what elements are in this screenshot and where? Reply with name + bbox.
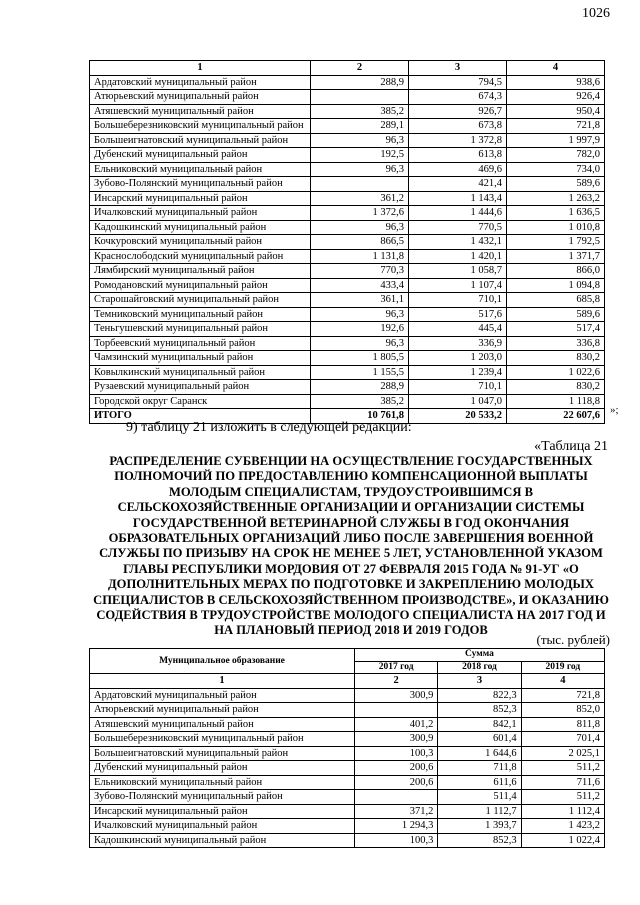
amount-cell: 469,6 [409, 162, 507, 177]
amount-cell: 1 047,0 [409, 394, 507, 409]
amount-cell: 1 107,4 [409, 278, 507, 293]
column-header-municipality: Муниципальное образование [90, 649, 355, 674]
amount-cell: 1 372,8 [409, 133, 507, 148]
table-row [90, 717, 605, 732]
amount-cell: 300,9 [355, 688, 438, 703]
amount-cell: 938,6 [507, 75, 605, 90]
column-number: 3 [409, 61, 507, 76]
amount-cell: 866,5 [311, 235, 409, 250]
amount-cell: 1 203,0 [409, 351, 507, 366]
amount-cell: 511,4 [438, 790, 521, 805]
amount-cell: 1 372,6 [311, 206, 409, 221]
amount-cell: 926,7 [409, 104, 507, 119]
municipality-cell: Ельниковский муниципальный район [90, 162, 311, 177]
column-number: 4 [521, 674, 604, 689]
table-row [90, 775, 605, 790]
amount-cell: 96,3 [311, 162, 409, 177]
table-header-row [90, 61, 605, 76]
municipality-cell: Ардатовский муниципальный район [90, 688, 355, 703]
amount-cell: 445,4 [409, 322, 507, 337]
table-row [90, 133, 605, 148]
municipality-cell: Торбеевский муниципальный район [90, 336, 311, 351]
table-row [90, 119, 605, 134]
amount-cell: 1 143,4 [409, 191, 507, 206]
municipality-cell: Дубенский муниципальный район [90, 761, 355, 776]
amount-cell: 711,8 [438, 761, 521, 776]
column-number: 1 [90, 674, 355, 689]
municipality-cell: Краснослободский муниципальный район [90, 249, 311, 264]
amount-cell: 1 112,7 [438, 804, 521, 819]
amendment-paragraph: 9) таблицу 21 изложить в следующей редакции: [126, 420, 412, 435]
amount-cell [355, 703, 438, 718]
amount-cell: 1 805,5 [311, 351, 409, 366]
amount-cell: 100,3 [355, 746, 438, 761]
municipality-cell: Теньгушевский муниципальный район [90, 322, 311, 337]
amount-cell: 336,8 [507, 336, 605, 351]
amount-cell: 1 636,5 [507, 206, 605, 221]
table-row [90, 148, 605, 163]
amount-cell: 1 393,7 [438, 819, 521, 834]
total-amount: 20 533,2 [409, 409, 507, 424]
amount-cell [355, 790, 438, 805]
table-row [90, 278, 605, 293]
table-row [90, 732, 605, 747]
amount-cell: 701,4 [521, 732, 604, 747]
amount-cell: 192,6 [311, 322, 409, 337]
table-row [90, 162, 605, 177]
municipality-cell: Кадошкинский муниципальный район [90, 833, 355, 848]
table-row [90, 307, 605, 322]
municipality-cell: Ичалковский муниципальный район [90, 819, 355, 834]
municipality-cell: Старошайговский муниципальный район [90, 293, 311, 308]
amount-cell: 1 058,7 [409, 264, 507, 279]
table-row [90, 206, 605, 221]
table-row [90, 351, 605, 366]
amount-cell: 96,3 [311, 133, 409, 148]
amount-cell: 517,6 [409, 307, 507, 322]
amount-cell: 710,1 [409, 293, 507, 308]
amount-cell: 1 420,1 [409, 249, 507, 264]
table-row [90, 380, 605, 395]
column-header-year: 2019 год [521, 661, 604, 674]
municipality-cell: Атюрьевский муниципальный район [90, 703, 355, 718]
municipality-cell: Инсарский муниципальный район [90, 191, 311, 206]
table-row [90, 365, 605, 380]
amount-cell: 589,6 [507, 177, 605, 192]
table-row [90, 819, 605, 834]
amount-cell: 192,5 [311, 148, 409, 163]
amount-cell: 1 022,4 [521, 833, 604, 848]
table-row [90, 336, 605, 351]
municipality-cell: Зубово-Полянский муниципальный район [90, 790, 355, 805]
municipality-cell: Дубенский муниципальный район [90, 148, 311, 163]
table-row [90, 394, 605, 409]
municipality-cell: Большеигнатовский муниципальный район [90, 746, 355, 761]
municipality-cell: Ардатовский муниципальный район [90, 75, 311, 90]
page-number: 1026 [582, 6, 610, 21]
amount-cell: 770,3 [311, 264, 409, 279]
amount-cell: 721,8 [507, 119, 605, 134]
amount-cell: 611,6 [438, 775, 521, 790]
amount-cell: 1 294,3 [355, 819, 438, 834]
amount-cell: 401,2 [355, 717, 438, 732]
amount-cell: 336,9 [409, 336, 507, 351]
amount-cell: 685,8 [507, 293, 605, 308]
amount-cell [311, 90, 409, 105]
table-row [90, 264, 605, 279]
amount-cell: 1 432,1 [409, 235, 507, 250]
municipality-cell: Большеберезниковский муниципальный район [90, 732, 355, 747]
amount-cell: 1 423,2 [521, 819, 604, 834]
amount-cell: 822,3 [438, 688, 521, 703]
amount-cell: 289,1 [311, 119, 409, 134]
total-amount: 22 607,6 [507, 409, 605, 424]
column-number: 3 [438, 674, 521, 689]
table-row [90, 761, 605, 776]
amount-cell: 1 644,6 [438, 746, 521, 761]
amount-cell: 866,0 [507, 264, 605, 279]
municipality-cell: Ичалковский муниципальный район [90, 206, 311, 221]
table-row [90, 249, 605, 264]
amount-cell: 1 263,2 [507, 191, 605, 206]
amount-cell: 2 025,1 [521, 746, 604, 761]
amount-cell: 1 131,8 [311, 249, 409, 264]
municipality-cell: Лямбирский муниципальный район [90, 264, 311, 279]
amount-cell: 361,2 [311, 191, 409, 206]
amount-cell: 288,9 [311, 75, 409, 90]
amount-cell: 674,3 [409, 90, 507, 105]
municipality-cell: Темниковский муниципальный район [90, 307, 311, 322]
amount-cell: 1 155,5 [311, 365, 409, 380]
amount-cell: 794,5 [409, 75, 507, 90]
table-row [90, 177, 605, 192]
municipality-cell: Ромодановский муниципальный район [90, 278, 311, 293]
amount-cell: 511,2 [521, 790, 604, 805]
subsidy-table-20 [89, 60, 605, 424]
amount-cell: 842,1 [438, 717, 521, 732]
amount-cell: 371,2 [355, 804, 438, 819]
amount-cell: 300,9 [355, 732, 438, 747]
municipality-cell: Городской округ Саранск [90, 394, 311, 409]
table-row [90, 90, 605, 105]
amount-cell: 1 094,8 [507, 278, 605, 293]
table-row [90, 104, 605, 119]
table-row [90, 703, 605, 718]
amount-cell: 100,3 [355, 833, 438, 848]
municipality-cell: Кочкуровский муниципальный район [90, 235, 311, 250]
municipality-cell: Чамзинский муниципальный район [90, 351, 311, 366]
amount-cell: 200,6 [355, 775, 438, 790]
amount-cell: 1 112,4 [521, 804, 604, 819]
amount-cell: 673,8 [409, 119, 507, 134]
column-header-sum: Сумма [355, 649, 605, 662]
table-row [90, 75, 605, 90]
amount-cell: 511,2 [521, 761, 604, 776]
amount-cell: 361,1 [311, 293, 409, 308]
amount-cell: 950,4 [507, 104, 605, 119]
amount-cell: 711,6 [521, 775, 604, 790]
amount-cell: 96,3 [311, 220, 409, 235]
table-row [90, 746, 605, 761]
amount-cell: 926,4 [507, 90, 605, 105]
amount-cell: 830,2 [507, 351, 605, 366]
amount-cell: 517,4 [507, 322, 605, 337]
unit-label: (тыс. рублей) [536, 632, 610, 647]
table-label: «Таблица 21 [534, 439, 608, 454]
table-row [90, 790, 605, 805]
municipality-cell: Атюрьевский муниципальный район [90, 90, 311, 105]
amount-cell: 770,5 [409, 220, 507, 235]
municipality-cell: Кадошкинский муниципальный район [90, 220, 311, 235]
municipality-cell: Рузаевский муниципальный район [90, 380, 311, 395]
municipality-cell: Большеигнатовский муниципальный район [90, 133, 311, 148]
table-row [90, 804, 605, 819]
amount-cell: 1 118,8 [507, 394, 605, 409]
amount-cell: 734,0 [507, 162, 605, 177]
amount-cell: 852,3 [438, 703, 521, 718]
amount-cell: 421,4 [409, 177, 507, 192]
amount-cell: 613,8 [409, 148, 507, 163]
column-number: 4 [507, 61, 605, 76]
column-number: 1 [90, 61, 311, 76]
amount-cell: 1 792,5 [507, 235, 605, 250]
amount-cell: 1 371,7 [507, 249, 605, 264]
amount-cell: 1 022,6 [507, 365, 605, 380]
municipality-cell: Зубово-Полянский муниципальный район [90, 177, 311, 192]
table-row [90, 235, 605, 250]
total-amount: 10 761,8 [311, 409, 409, 424]
amount-cell: 1 997,9 [507, 133, 605, 148]
column-header-year: 2018 год [438, 661, 521, 674]
column-number: 2 [311, 61, 409, 76]
amount-cell: 782,0 [507, 148, 605, 163]
column-header-year: 2017 год [355, 661, 438, 674]
amount-cell [311, 177, 409, 192]
amount-cell: 385,2 [311, 104, 409, 119]
amount-cell: 288,9 [311, 380, 409, 395]
amount-cell: 601,4 [438, 732, 521, 747]
municipality-cell: Атяшевский муниципальный район [90, 104, 311, 119]
municipality-cell: Ельниковский муниципальный район [90, 775, 355, 790]
column-number: 2 [355, 674, 438, 689]
municipality-cell: Атяшевский муниципальный район [90, 717, 355, 732]
amount-cell: 96,3 [311, 336, 409, 351]
amount-cell: 852,0 [521, 703, 604, 718]
amount-cell: 830,2 [507, 380, 605, 395]
table-row [90, 220, 605, 235]
amount-cell: 811,8 [521, 717, 604, 732]
municipality-cell: Ковылкинский муниципальный район [90, 365, 311, 380]
amount-cell: 710,1 [409, 380, 507, 395]
table-row [90, 293, 605, 308]
amount-cell: 1 010,8 [507, 220, 605, 235]
municipality-cell: Большеберезниковский муниципальный район [90, 119, 311, 134]
total-label: ИТОГО [90, 409, 311, 424]
amount-cell: 721,8 [521, 688, 604, 703]
subsidy-table-21 [89, 648, 605, 848]
municipality-cell: Инсарский муниципальный район [90, 804, 355, 819]
amount-cell: 852,3 [438, 833, 521, 848]
table-row [90, 688, 605, 703]
table-heading: РАСПРЕДЕЛЕНИЕ СУБВЕНЦИИ НА ОСУЩЕСТВЛЕНИЕ ГОСУДАРСТВЕННЫХ ПОЛНОМОЧИЙ ПО ПРЕДОСТАВЛЕНИЮ КОМПЕНСАЦИОННОЙ ВЫПЛАТЫ МОЛОДЫМ СПЕЦИАЛИСТАМ, ТРУДОУСТРОИВШИМСЯ В СЕЛЬСКОХОЗЯЙСТВЕННЫЕ ОРГАНИЗАЦИИ И ОРГАНИЗАЦИИ СИСТЕМЫ ГОСУДАРСТВЕННОЙ ВЕТЕРИНАРНОЙ СЛУЖБЫ В ГОД ОКОНЧАНИЯ ОБРАЗОВАТЕЛЬНЫХ ОРГАНИЗАЦИЙ ЛИБО ПОСЛЕ ЗАВЕРШЕНИЯ ВОЕННОЙ СЛУЖБЫ ПО ПРИЗЫВУ НА СРОК НЕ МЕНЕЕ 5 ЛЕТ, УСТАНОВЛЕННОЙ УКАЗОМ ГЛАВЫ РЕСПУБЛИКИ МОРДОВИЯ ОТ 27 ФЕВРАЛЯ 2015 ГОДА № 91-УГ «О ДОПОЛНИТЕЛЬНЫХ МЕРАХ ПО ПОДГОТОВКЕ И ЗАКРЕПЛЕНИЮ МОЛОДЫХ СПЕЦИАЛИСТОВ В СЕЛЬСКОХОЗЯЙСТВЕННОМ ПРОИЗВОДСТВЕ», И ОКАЗАНИЮ СОДЕЙСТВИЯ В ТРУДОУСТРОЙСТВЕ МОЛОДОГО СПЕЦИАЛИСТА НА 2017 ГОД И НА ПЛАНОВЫЙ ПЕРИОД 2018 И 2019 ГОДОВ [93, 454, 609, 638]
amount-cell: 589,6 [507, 307, 605, 322]
amount-cell: 96,3 [311, 307, 409, 322]
table-row [90, 322, 605, 337]
amount-cell: 1 444,6 [409, 206, 507, 221]
table-row [90, 191, 605, 206]
amount-cell: 200,6 [355, 761, 438, 776]
table-close-quote: »; [610, 404, 619, 416]
amount-cell: 1 239,4 [409, 365, 507, 380]
amount-cell: 385,2 [311, 394, 409, 409]
amount-cell: 433,4 [311, 278, 409, 293]
table-row [90, 833, 605, 848]
